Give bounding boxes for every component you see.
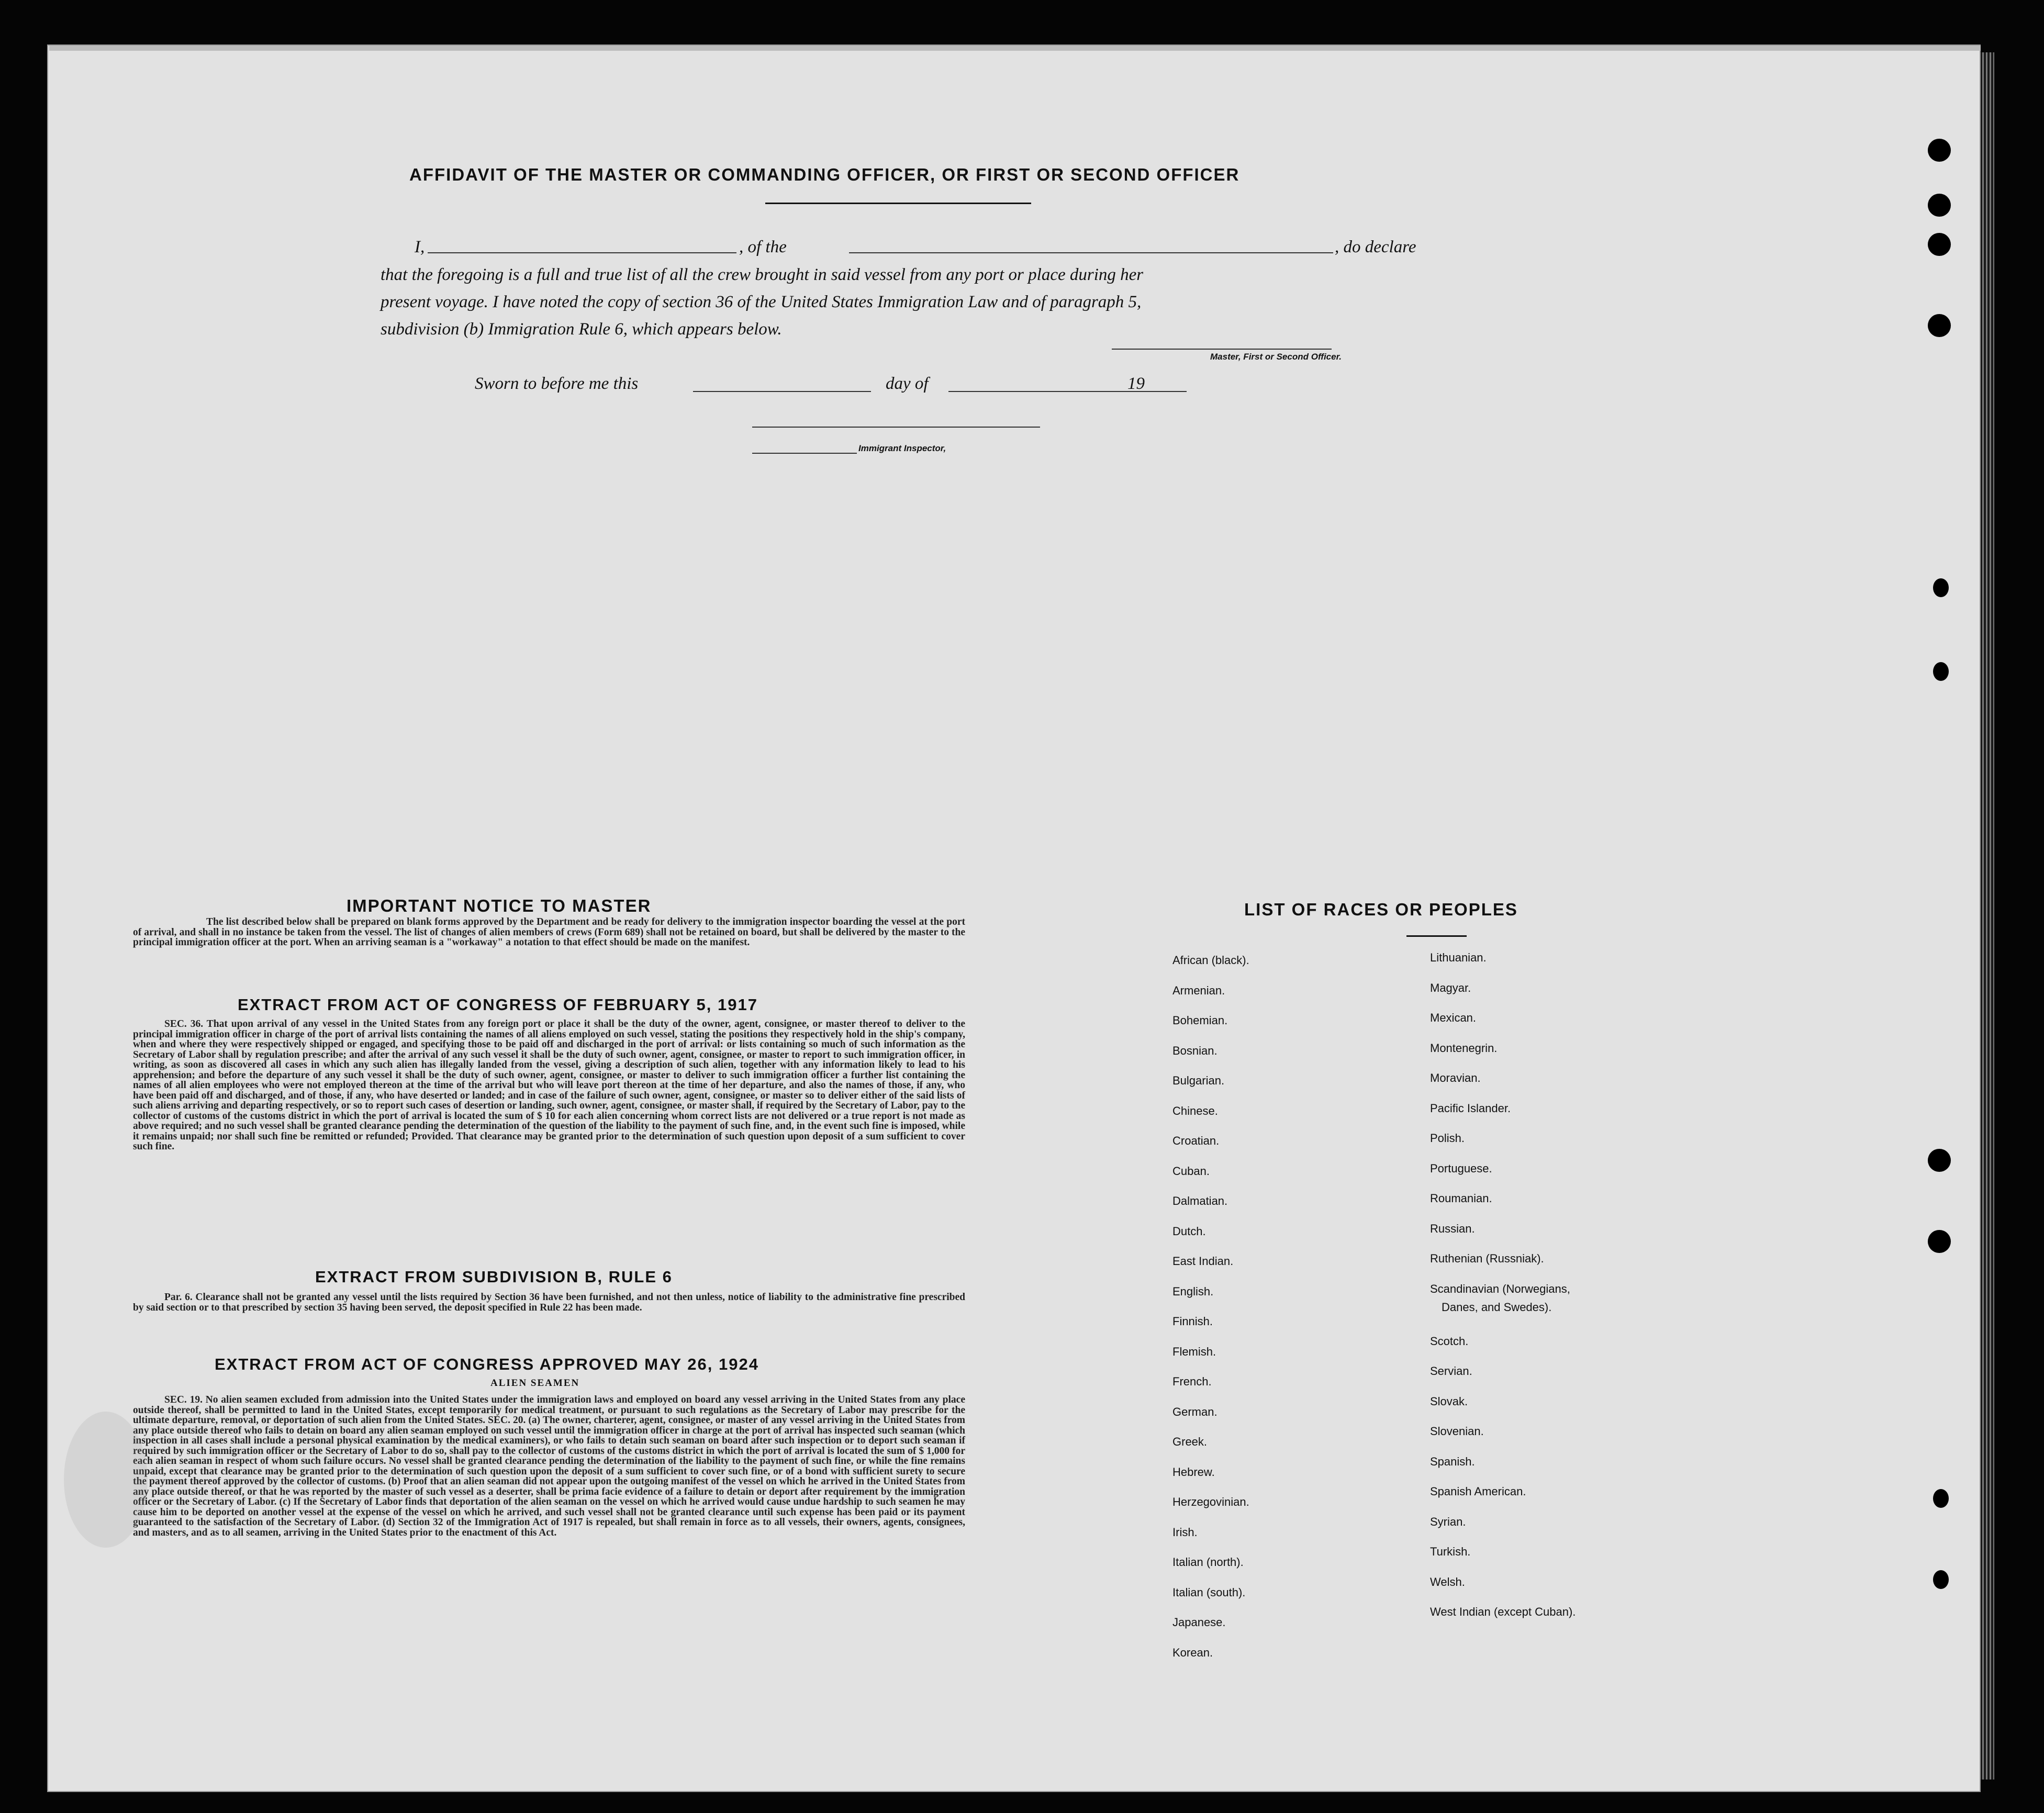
affidavit-line2: that the foregoing is a full and true list of all the crew brought in said vessel from any port or place during her bbox=[381, 265, 1144, 284]
affidavit-line1-of-the: , of the bbox=[739, 238, 787, 256]
race-item: Greek. bbox=[1172, 1435, 1208, 1448]
races-left-column bbox=[1172, 954, 1249, 1676]
affidavit-line1-i: I, bbox=[415, 238, 425, 256]
races-title: LIST OF RACES OR PEOPLES bbox=[1244, 900, 1518, 919]
punch-hole bbox=[1933, 578, 1949, 597]
race-item: Roumanian. bbox=[1430, 1192, 1492, 1205]
inspector-caption: Immigrant Inspector, bbox=[858, 443, 946, 453]
race-item: West Indian (except Cuban). bbox=[1430, 1605, 1576, 1618]
race-item: Welsh. bbox=[1430, 1575, 1465, 1588]
race-item: Italian (south). bbox=[1172, 1585, 1246, 1599]
race-item: African (black). bbox=[1172, 954, 1249, 967]
race-item: Dutch. bbox=[1172, 1224, 1206, 1238]
extract-1924-subtitle: ALIEN SEAMEN bbox=[490, 1378, 580, 1389]
race-item: Bulgarian. bbox=[1172, 1074, 1225, 1087]
race-item: Pacific Islander. bbox=[1430, 1101, 1511, 1115]
race-item: Turkish. bbox=[1430, 1545, 1471, 1558]
punch-hole bbox=[1928, 194, 1951, 217]
race-item: Portuguese. bbox=[1430, 1161, 1492, 1175]
sheet-top-fold bbox=[49, 46, 1981, 51]
punch-hole bbox=[1933, 1489, 1949, 1508]
punch-hole bbox=[1933, 662, 1949, 681]
race-item: Russian. bbox=[1430, 1222, 1475, 1235]
race-item: English. bbox=[1172, 1284, 1214, 1298]
race-item: Danes, and Swedes). bbox=[1442, 1300, 1552, 1314]
inspector-name-line bbox=[752, 453, 857, 454]
race-item: German. bbox=[1172, 1405, 1218, 1418]
punch-hole bbox=[1928, 314, 1951, 337]
punch-hole bbox=[1928, 139, 1951, 162]
rule6-title: EXTRACT FROM SUBDIVISION B, RULE 6 bbox=[315, 1268, 673, 1286]
race-item: Spanish American. bbox=[1430, 1485, 1526, 1498]
master-signature-line bbox=[1112, 349, 1332, 350]
race-item: Scandinavian (Norwegians, bbox=[1430, 1282, 1570, 1295]
master-caption: Master, First or Second Officer. bbox=[1210, 352, 1342, 362]
race-item: Syrian. bbox=[1430, 1515, 1466, 1528]
punch-hole bbox=[1928, 233, 1951, 256]
races-title-underline bbox=[1406, 935, 1467, 937]
race-item: Croatian. bbox=[1172, 1134, 1220, 1147]
affidavit-title: AFFIDAVIT OF THE MASTER OR COMMANDING OFFICER, OR FIRST OR SECOND OFFICER bbox=[409, 165, 1240, 184]
extract-1924-body: SEC. 19. No alien seamen excluded from admission into the United States under the immigration laws and employed on board any vessel arriving in the United States from any place outside thereof, shall be permitted to land in the United States, except temporarily for medical treatment, or pursuant to such regulations as the Secretary of Labor may prescribe for the ultimate departure, removal, or deportation of such alien from the United States. SEC. 20. (a) The owner, charterer, agent, consignee, or master of any vessel arriving in the United States from any place outside thereof who fails to detain on board any alien seaman employed on such vessel until the immigration officer in charge at the port of arrival has inspected such seaman (which inspection in all cases shall include a personal physical examination by the medical examiners), or who fails to detain such seaman on board after such inspection or to deport such seaman if required by such immigration officer or the Secretary of Labor to do so, shall pay to the collector of customs of the customs district in which the port of arrival is located the sum of $ 1,000 for each alien seaman in respect of whom such failure occurs. No vessel shall be granted clearance pending the determination of the liability to the payment of such fine, or while the fine remains unpaid, except that clearance may be granted prior to the determination of such question upon the deposit of a sum sufficient to cover such fine, or of a bond with sufficient surety to secure the payment thereof approved by the collector of customs. (b) Proof that an alien seaman did not appear upon the outgoing manifest of the vessel on which he arrived in the United States from any place outside thereof, or that he was reported by the master of such vessel as a deserter, shall be prima facie evidence of a failure to detain or deport after requirement by the immigration officer or the Secretary of Labor. (c) If the Secretary of Labor finds that deportation of the alien seaman on the vessel on which he arrived would cause undue hardship to such seamen he may cause him to be deported on another vessel at the expense of the vessel on which he arrived, and such vessel shall not be granted clearance until such expense has been paid or its payment guaranteed to the satisfaction of the Secretary of Labor. (d) Section 32 of the Immigration Act of 1917 is repealed, but shall remain in force as to all vessels, their owners, agents, consignees, and masters, and as to all seamen, arriving in the United States prior to the enactment of this Act. bbox=[133, 1394, 965, 1538]
race-item: Dalmatian. bbox=[1172, 1194, 1228, 1207]
sworn-text: Sworn to before me this bbox=[475, 374, 639, 393]
punch-hole bbox=[1928, 1149, 1951, 1172]
rule6-body: Par. 6. Clearance shall not be granted any vessel until the lists required by Section 36 have been furnished, and not then unless, notice of liability to the administrative fine prescribed by said section or to that prescribed by section 35 having been served, the deposit specified in Rule 22 has been made. bbox=[133, 1292, 965, 1313]
race-item: Armenian. bbox=[1172, 983, 1225, 997]
sworn-year-prefix: 19 bbox=[1127, 374, 1145, 393]
race-item: Slovenian. bbox=[1430, 1425, 1484, 1438]
sworn-year-blank bbox=[1145, 391, 1187, 392]
affidavit-line4: subdivision (b) Immigration Rule 6, which appears below. bbox=[381, 320, 782, 339]
race-item: Ruthenian (Russniak). bbox=[1430, 1252, 1544, 1265]
race-item: Italian (north). bbox=[1172, 1555, 1244, 1569]
race-item: Lithuanian. bbox=[1430, 951, 1487, 964]
race-item: Herzegovinian. bbox=[1172, 1495, 1249, 1508]
extract-1924-title: EXTRACT FROM ACT OF CONGRESS APPROVED MAY 26, 1924 bbox=[215, 1355, 759, 1373]
race-item: Cuban. bbox=[1172, 1164, 1210, 1178]
race-item: Montenegrin. bbox=[1430, 1041, 1498, 1055]
race-item: Spanish. bbox=[1430, 1454, 1475, 1468]
race-item: Bosnian. bbox=[1172, 1044, 1218, 1057]
document-sheet bbox=[47, 44, 1981, 1792]
race-item: Polish. bbox=[1430, 1132, 1465, 1145]
extract-1917-body: SEC. 36. That upon arrival of any vessel in the United States from any foreign port or place it shall be the duty of the owner, agent, consignee, or master thereof to deliver to the principal immigration officer in charge of the port of arrival lists containing the names of all aliens employed on such vessel, stating the positions they respectively hold in the ship's company, when and where they were respectively shipped or engaged, and specifying those to be paid off and discharged in the port of arrival: or lists containing so much of such information as the Secretary of Labor shall by regulation prescribe; and after the arrival of any such vessel it shall be the duty of such owner, agent, consignee, or master to report to such immigration officer, in writing, as soon as discovered all cases in which any such alien has illegally landed from the vessel, giving a description of such alien, together with any information likely to lead to his apprehension; and before the departure of any such vessel it shall be the duty of such owner, agent, consignee, or master to deliver to such immigration officer a further list containing the names of all alien employees who were not employed thereon at the time of the arrival but who will leave port thereon at the time of her departure, and also the names of those, if any, who have been paid off and discharged, and of those, if any, who have deserted or landed; and in case of the failure of such owner, agent, consignee, or master so to deliver either of the said lists of such aliens arriving and departing respectively, or so to report such cases of desertion or landing, such owner, agent, consignee, or master shall, if required by the Secretary of Labor, pay to the collector of customs of the customs district in which the port of arrival is located the sum of $ 10 for each alien concerning whom correct lists are not delivered or a true report is not made as above required; and no such vessel shall be granted clearance pending the determination of the question of the liability to the payment of such fine, and, in the event such fine is imposed, while it remains unpaid; nor shall such fine be remitted or refunded; Provided. That clearance may be granted prior to the determination of such question upon deposit of a sum sufficient to cover such fine. bbox=[133, 1019, 965, 1152]
vessel-blank bbox=[849, 252, 1333, 253]
race-item: Magyar. bbox=[1430, 981, 1471, 994]
punch-hole bbox=[1933, 1570, 1949, 1589]
races-right-column bbox=[1430, 951, 1576, 1636]
race-item: Bohemian. bbox=[1172, 1014, 1228, 1027]
race-item: French. bbox=[1172, 1375, 1212, 1388]
race-item: Irish. bbox=[1172, 1525, 1198, 1539]
race-item: Finnish. bbox=[1172, 1315, 1213, 1328]
affidavit-line3: present voyage. I have noted the copy of section 36 of the United States Immigration Law and of paragraph 5, bbox=[381, 293, 1142, 311]
punch-hole bbox=[1928, 1230, 1951, 1253]
name-blank bbox=[428, 252, 736, 253]
faded-seal-stamp bbox=[64, 1412, 148, 1548]
race-item: Japanese. bbox=[1172, 1616, 1226, 1629]
affidavit-line1-declare: , do declare bbox=[1335, 238, 1416, 256]
race-item: Hebrew. bbox=[1172, 1465, 1215, 1479]
race-item: Slovak. bbox=[1430, 1394, 1468, 1408]
sworn-day-of: day of bbox=[886, 374, 929, 393]
race-item: Flemish. bbox=[1172, 1345, 1216, 1358]
race-item: Servian. bbox=[1430, 1364, 1472, 1378]
race-item: Moravian. bbox=[1430, 1071, 1481, 1084]
race-item: East Indian. bbox=[1172, 1255, 1234, 1268]
race-item: Mexican. bbox=[1430, 1011, 1477, 1024]
sworn-day-blank bbox=[693, 391, 871, 392]
notice-body: The list described below shall be prepared on blank forms approved by the Department and be ready for delivery to the immigration inspector boarding the vessel at the port of arrival, and shall in no instance be taken from the vessel. The list of changes of alien members of crews (Form 689) shall not be retained on board, but shall be delivered by the master to the principal immigration officer at the port. When an arriving seaman is a "workaway" a notation to that effect should be made on the manifest. bbox=[133, 916, 965, 948]
race-item: Scotch. bbox=[1430, 1334, 1469, 1348]
race-item: Chinese. bbox=[1172, 1104, 1218, 1117]
affidavit-title-underline bbox=[765, 203, 1031, 204]
inspector-signature-line bbox=[752, 427, 1040, 428]
extract-1917-title: EXTRACT FROM ACT OF CONGRESS OF FEBRUARY 5, 1917 bbox=[238, 995, 758, 1014]
page-edge-stack bbox=[1979, 52, 1994, 1780]
race-item: Korean. bbox=[1172, 1646, 1213, 1659]
notice-title: IMPORTANT NOTICE TO MASTER bbox=[347, 896, 652, 915]
